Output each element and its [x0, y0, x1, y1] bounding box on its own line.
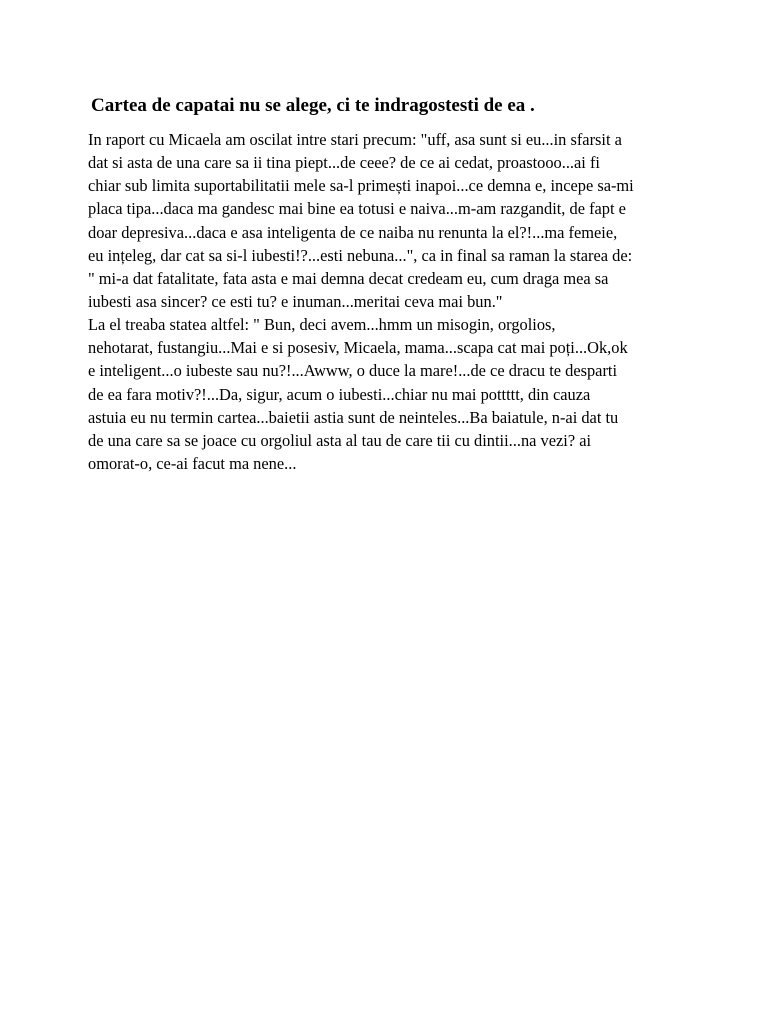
- text-line: de ea fara motiv?!...Da, sigur, acum o iubesti...chiar nu mai pottttt, din cauza: [88, 384, 591, 404]
- paragraph-1: [88, 128, 688, 313]
- text-line: chiar sub limita suportabilitatii mele sa-l primești inapoi...ce demna e, incepe sa-mi: [88, 176, 634, 196]
- text-line: nehotarat, fustangiu...Mai e si posesiv, Micaela, mama...scapa cat mai poți...Ok,ok: [88, 338, 628, 358]
- text-line: " mi-a dat fatalitate, fata asta e mai demna decat credeam eu, cum draga mea sa: [88, 268, 609, 288]
- text-line: omorat-o, ce-ai facut ma nene...: [88, 453, 297, 473]
- document-title: Cartea de capatai nu se alege, ci te indragostesti de ea .: [91, 95, 535, 116]
- text-line: eu ințeleg, dar cat sa si-l iubesti!?...esti nebuna...", ca in final sa raman la starea de:: [88, 245, 633, 265]
- text-line: dat si asta de una care sa ii tina piept...de ceee? de ce ai cedat, proastooo...ai fi: [88, 153, 600, 173]
- text-line: La el treaba statea altfel: " Bun, deci avem...hmm un misogin, orgolios,: [88, 315, 556, 335]
- text-line: astuia eu nu termin cartea...baietii astia sunt de neinteles...Ba baiatule, n-ai dat tu: [88, 407, 619, 427]
- paragraph-2: [88, 313, 688, 475]
- document-body: [88, 128, 688, 475]
- text-line: e inteligent...o iubeste sau nu?!...Awww, o duce la mare!...de ce dracu te desparti: [88, 361, 618, 381]
- text-line: placa tipa...daca ma gandesc mai bine ea totusi e naiva...m-am razgandit, de fapt e: [88, 199, 626, 219]
- text-line: In raport cu Micaela am oscilat intre stari precum: "uff, asa sunt si eu...in sfarsit a: [88, 130, 622, 149]
- text-line: iubesti asa sincer? ce esti tu? e inuman...meritai ceva mai bun.": [88, 291, 503, 311]
- text-line: de una care sa se joace cu orgoliul asta al tau de care tii cu dintii...na vezi? ai: [88, 430, 592, 450]
- text-line: doar depresiva...daca e asa inteligenta de ce naiba nu renunta la el?!...ma femeie,: [88, 222, 618, 242]
